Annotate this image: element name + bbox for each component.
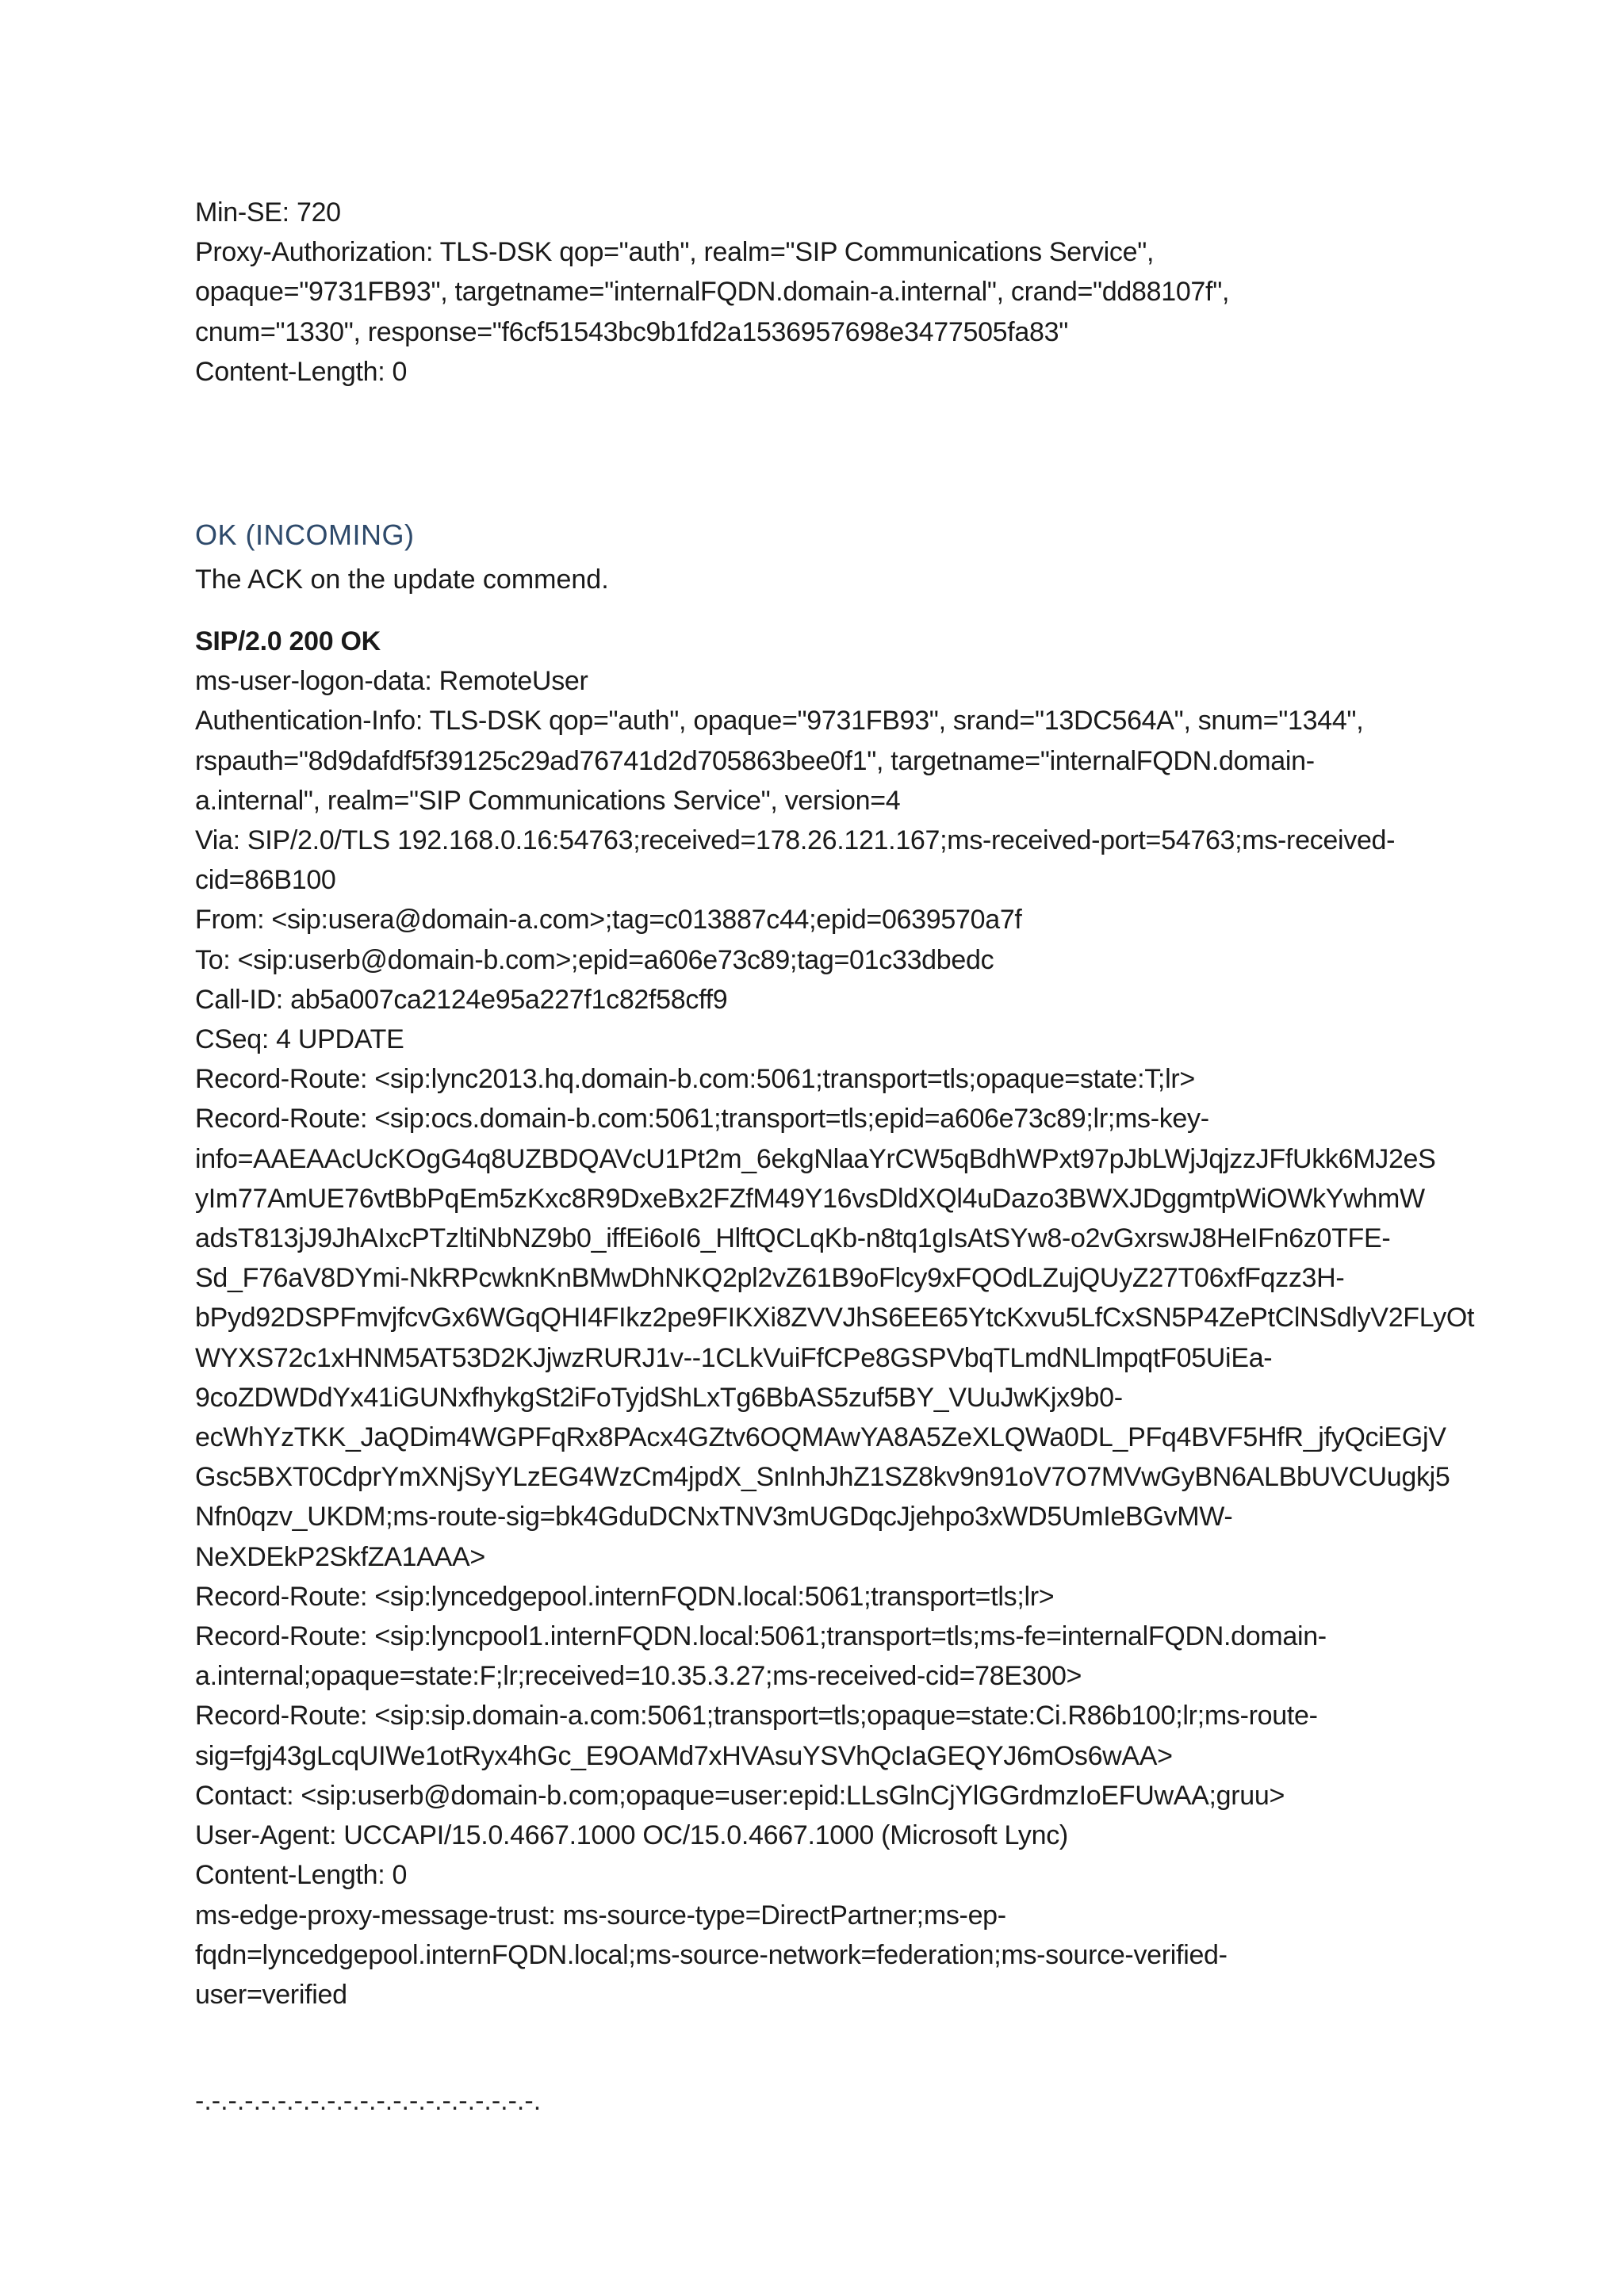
header-line: info=AAEAAcUcKOgG4q8UZBDQAVcU1Pt2m_6ekgNlaaYrCW5qBdhWPxt97pJbLWjJqjzzJFfUkk6MJ2eS [195, 1143, 1436, 1174]
header-line: Nfn0qzv_UKDM;ms-route-sig=bk4GduDCNxTNV3mUGDqcJjehpo3xWD5UmIeBGvMW- [195, 1502, 1233, 1533]
section-heading: OK (INCOMING) [195, 519, 415, 551]
header-line: Content-Length: 0 [195, 356, 408, 387]
header-line: NeXDEkP2SkfZA1AAA> [195, 1541, 485, 1572]
header-line: Record-Route: <sip:lyncedgepool.internFQDN.local:5061;transport=tls;lr> [195, 1581, 1055, 1612]
header-line: Contact: <sip:userb@domain-b.com;opaque=user:epid:LLsGlnCjYlGGrdmzIoEFUwAA;gruu> [195, 1780, 1285, 1811]
separator-line: -.-.-.-.-.-.-.-.-.-.-.-.-.-.-.-.-.-.-.-.-. [195, 2086, 542, 2116]
header-line: 9coZDWDdYx41iGUNxfhykgSt2iFoTyjdShLxTg6BbAS5zuf5BY_VUuJwKjx9b0- [195, 1382, 1123, 1413]
header-line: Call-ID: ab5a007ca2124e95a227f1c82f58cff9 [195, 984, 728, 1015]
header-line: WYXS72c1xHNM5AT53D2KJjwzRURJ1v--1CLkVuiFfCPe8GSPVbqTLmdNLlmpqtF05UiEa- [195, 1342, 1273, 1373]
header-line: Record-Route: <sip:lyncpool1.internFQDN.local:5061;transport=tls;ms-fe=internalFQDN.domain- [195, 1621, 1327, 1652]
header-line: From: <sip:usera@domain-a.com>;tag=c013887c44;epid=0639570a7f [195, 905, 1022, 936]
header-line: Record-Route: <sip:sip.domain-a.com:5061;transport=tls;opaque=state:Ci.R86b100;lr;ms-route- [195, 1701, 1318, 1732]
header-line: User-Agent: UCCAPI/15.0.4667.1000 OC/15.0.4667.1000 (Microsoft Lync) [195, 1820, 1068, 1851]
header-line: sig=fgj43gLcqUIWe1otRyx4hGc_E9OAMd7xHVAsuYSVhQcIaGEQYJ6mOs6wAA> [195, 1740, 1173, 1771]
header-line: ms-edge-proxy-message-trust: ms-source-type=DirectPartner;ms-ep- [195, 1900, 1006, 1931]
header-line: cnum="1330", response="f6cf51543bc9b1fd2a1536957698e3477505fa83" [195, 316, 1069, 347]
section-intro: The ACK on the update commend. [195, 564, 609, 595]
header-line: ms-user-logon-data: RemoteUser [195, 666, 588, 697]
status-line: SIP/2.0 200 OK [195, 626, 381, 656]
header-line: Min-SE: 720 [195, 197, 341, 228]
sip-message [195, 622, 1475, 2015]
header-line: a.internal;opaque=state:F;lr;received=10.35.3.27;ms-received-cid=78E300> [195, 1661, 1082, 1692]
header-line: yIm77AmUE76vtBbPqEm5zKxc8R9DxeBx2FZfM49Y16vsDldXQl4uDazo3BWXJDggmtpWiOWkYwhmW [195, 1183, 1425, 1214]
header-line: Via: SIP/2.0/TLS 192.168.0.16:54763;received=178.26.121.167;ms-received-port=54763;ms-received- [195, 825, 1396, 856]
header-line: bPyd92DSPFmvjfcvGx6WGqQHI4FIkz2pe9FIKXi8ZVVJhS6EE65YtcKxvu5LfCxSN5P4ZePtClNSdlyV2FLyOt [195, 1303, 1475, 1334]
header-line: Record-Route: <sip:lync2013.hq.domain-b.com:5061;transport=tls;opaque=state:T;lr> [195, 1064, 1195, 1095]
header-line: Content-Length: 0 [195, 1860, 408, 1891]
header-line: rspauth="8d9dafdf5f39125c29ad76741d2d705863bee0f1", targetname="internalFQDN.domain- [195, 745, 1315, 776]
header-line: user=verified [195, 1979, 347, 2010]
previous-message-tail [195, 193, 1448, 392]
header-line: Proxy-Authorization: TLS-DSK qop="auth", realm="SIP Communications Service", [195, 237, 1155, 268]
header-line: cid=86B100 [195, 865, 336, 896]
header-line: Authentication-Info: TLS-DSK qop="auth", opaque="9731FB93", srand="13DC564A", snum="1344", [195, 706, 1364, 737]
header-line: adsT813jJ9JhAIxcPTzltiNbNZ9b0_iffEi6oI6_HlftQCLqKb-n8tq1gIsAtSYw8-o2vGxrswJ8HeIFn6z0TFE- [195, 1223, 1391, 1254]
header-line: Record-Route: <sip:ocs.domain-b.com:5061;transport=tls;epid=a606e73c89;lr;ms-key- [195, 1104, 1209, 1135]
header-line: Sd_F76aV8DYmi-NkRPcwknKnBMwDhNKQ2pl2vZ61B9oFlcy9xFQOdLZujQUyZ27T06xfFqzz3H- [195, 1263, 1345, 1294]
header-line: a.internal", realm="SIP Communications Service", version=4 [195, 785, 901, 816]
header-line: CSeq: 4 UPDATE [195, 1024, 404, 1055]
header-line: To: <sip:userb@domain-b.com>;epid=a606e73c89;tag=01c33dbedc [195, 944, 994, 975]
header-line: opaque="9731FB93", targetname="internalFQDN.domain-a.internal", crand="dd88107f", [195, 277, 1230, 308]
header-line: ecWhYzTKK_JaQDim4WGPFqRx8PAcx4GZtv6OQMAwYA8A5ZeXLQWa0DL_PFq4BVF5HfR_jfyQciEGjV [195, 1422, 1446, 1453]
header-line: fqdn=lyncedgepool.internFQDN.local;ms-source-network=federation;ms-source-verified- [195, 1939, 1228, 1970]
header-line: Gsc5BXT0CdprYmXNjSyYLzEG4WzCm4jpdX_SnInhJhZ1SZ8kv9n91oV7O7MVwGyBN6ALBbUVCUugkj5 [195, 1462, 1450, 1493]
